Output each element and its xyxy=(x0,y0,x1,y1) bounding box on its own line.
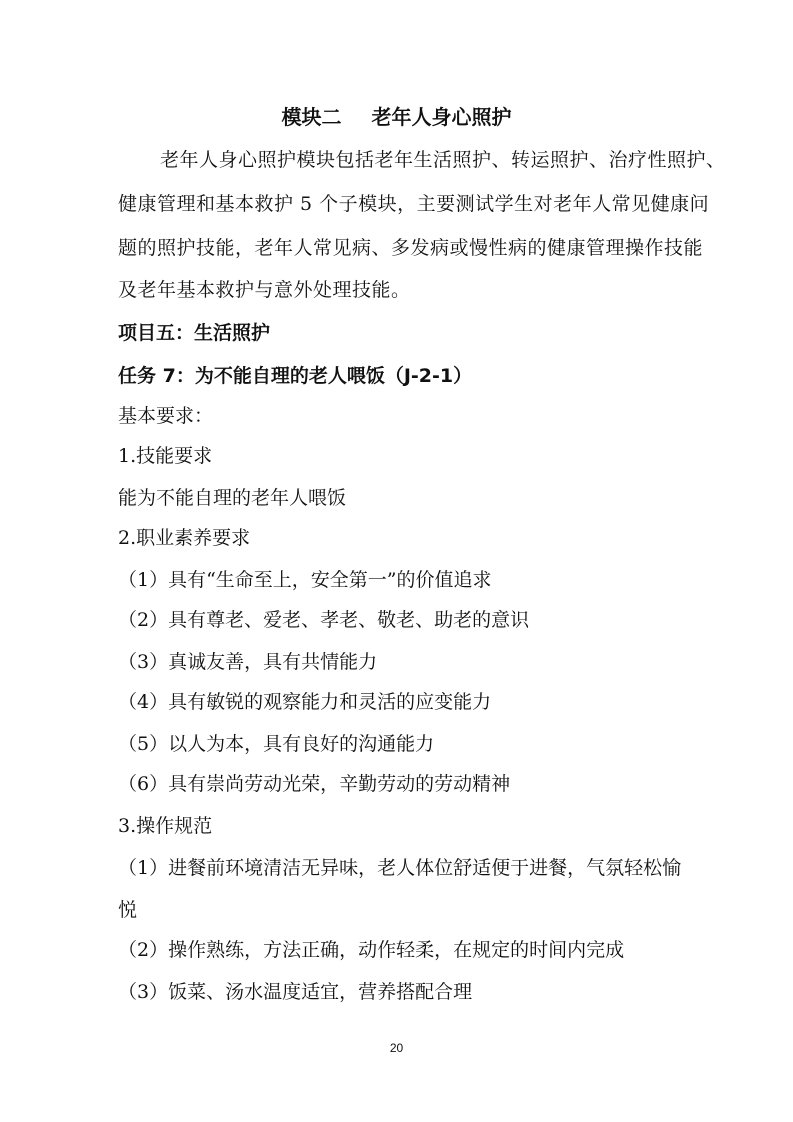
operation-item-3: （3）饭菜、汤水温度适宜，营养搭配合理 xyxy=(118,981,473,1003)
intro-line-3: 题的照护技能，老年人常见病、多发病或慢性病的健康管理操作技能 xyxy=(118,237,704,259)
project-heading: 项目五：生活照护 xyxy=(118,322,271,344)
page-number: 20 xyxy=(389,1041,404,1055)
quality-item-4: （4）具有敏锐的观察能力和灵活的应变能力 xyxy=(118,691,492,713)
quality-item-5: （5）以人为本，具有良好的沟通能力 xyxy=(118,733,435,755)
quality-item-6: （6）具有崇尚劳动光荣，辛勤劳动的劳动精神 xyxy=(118,773,511,795)
operation-item-1-line-2: 悦 xyxy=(118,899,138,921)
operation-standards-heading: 3.操作规范 xyxy=(118,815,213,837)
quality-item-1: （1）具有“生命至上，安全第一”的价值追求 xyxy=(118,569,492,591)
operation-item-1-line-1: （1）进餐前环境清洁无异味，老人体位舒适便于进餐，气氛轻松愉 xyxy=(118,857,682,879)
module-title xyxy=(0,104,793,130)
quality-item-3: （3）真诚友善，具有共情能力 xyxy=(118,651,378,673)
skill-requirements-text: 能为不能自理的老年人喂饭 xyxy=(118,487,347,509)
basic-requirements-label: 基本要求： xyxy=(118,405,214,427)
intro-line-2: 健康管理和基本救护 5 个子模块，主要测试学生对老年人常见健康问 xyxy=(118,193,710,215)
skill-requirements-heading: 1.技能要求 xyxy=(118,445,213,467)
intro-line-4: 及老年基本救护与意外处理技能。 xyxy=(118,279,411,301)
operation-item-2: （2）操作熟练，方法正确，动作轻柔，在规定的时间内完成 xyxy=(118,939,625,961)
professional-quality-heading: 2.职业素养要求 xyxy=(118,527,251,549)
module-name: 老年人身心照护 xyxy=(371,105,512,129)
task-heading: 任务 7：为不能自理的老人喂饭（J-2-1） xyxy=(118,365,473,387)
module-number: 模块二 xyxy=(281,105,342,129)
intro-line-1: 老年人身心照护模块包括老年生活照护、转运照护、治疗性照护、 xyxy=(160,149,726,171)
quality-item-2: （2）具有尊老、爱老、孝老、敬老、助老的意识 xyxy=(118,609,530,631)
